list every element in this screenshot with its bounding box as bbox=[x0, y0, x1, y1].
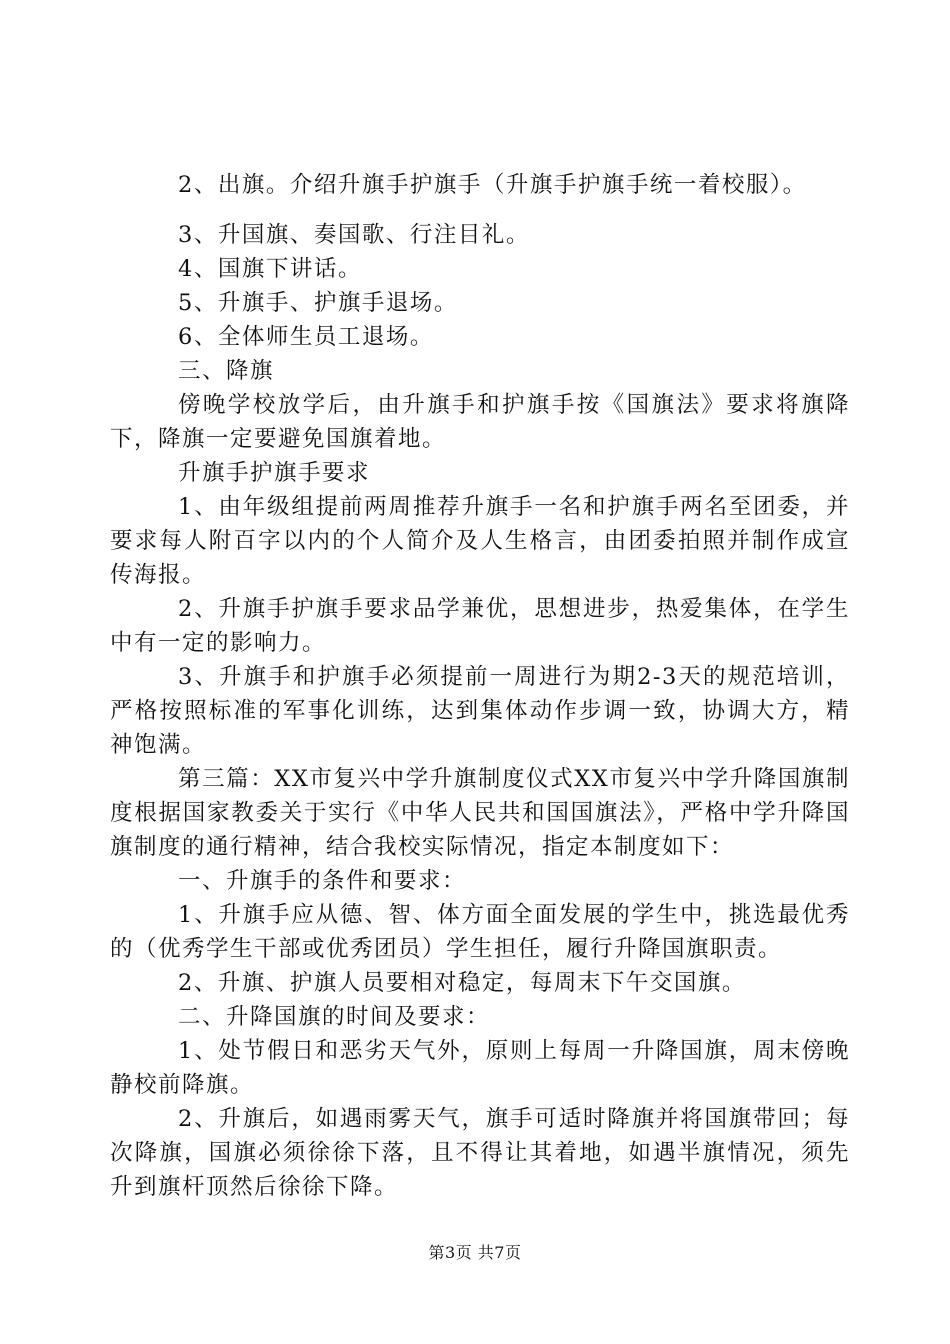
paragraph-14: 1、升旗手应从德、智、体方面全面发展的学生中，挑选最优秀的（优秀学生干部或优秀团员）学生担任，履行升降国旗职责。 bbox=[110, 902, 850, 962]
paragraph-12: 第三篇：XX市复兴中学升旗制度仪式XX市复兴中学升降国旗制度根据国家教委关于实行《中华人民共和国国旗法》，严格中学升降国旗制度的通行精神，结合我校实际情况，指定本制度如下： bbox=[110, 766, 850, 860]
paragraph-3: 4、国旗下讲话。 bbox=[178, 256, 362, 282]
page-number-footer: 第3页 共7页 bbox=[428, 1243, 522, 1262]
paragraph-7: 傍晚学校放学后，由升旗手和护旗手按《国旗法》要求将旗降下，降旗一定要避免国旗着地。 bbox=[110, 392, 850, 452]
paragraph-2: 3、升国旗、奏国歌、行注目礼。 bbox=[178, 222, 530, 248]
paragraph-17: 1、处节假日和恶劣天气外，原则上每周一升降国旗，周末傍晚静校前降旗。 bbox=[110, 1038, 850, 1098]
paragraph-1: 2、出旗。介绍升旗手护旗手（升旗手护旗手统一着校服）。 bbox=[178, 172, 807, 198]
section-heading-time: 二、升降国旗的时间及要求： bbox=[178, 1004, 491, 1030]
document-body bbox=[110, 168, 850, 1204]
paragraph-18: 2、升旗后，如遇雨雾天气，旗手可适时降旗并将国旗带回；每次降旗，国旗必须徐徐下落，且不得让其着地，如遇半旗情况，须先升到旗杆顶然后徐徐下降。 bbox=[110, 1106, 850, 1200]
paragraph-4: 5、升旗手、护旗手退场。 bbox=[178, 290, 458, 316]
paragraph-9: 1、由年级组提前两周推荐升旗手一名和护旗手两名至团委，并要求每人附百字以内的个人简介及人生格言，由团委拍照并制作成宣传海报。 bbox=[110, 494, 850, 588]
section-heading-lowering: 三、降旗 bbox=[178, 358, 275, 384]
section-heading-requirements: 升旗手护旗手要求 bbox=[178, 460, 371, 486]
paragraph-11: 3、升旗手和护旗手必须提前一周进行为期2-3天的规范培训，严格按照标准的军事化训练，达到集体动作步调一致，协调大方，精神饱满。 bbox=[110, 664, 850, 758]
section-heading-conditions: 一、升旗手的条件和要求： bbox=[178, 868, 467, 894]
paragraph-5: 6、全体师生员工退场。 bbox=[178, 324, 434, 350]
paragraph-15: 2、升旗、护旗人员要相对稳定，每周末下午交国旗。 bbox=[178, 970, 746, 996]
paragraph-10: 2、升旗手护旗手要求品学兼优，思想进步，热爱集体，在学生中有一定的影响力。 bbox=[110, 596, 850, 656]
